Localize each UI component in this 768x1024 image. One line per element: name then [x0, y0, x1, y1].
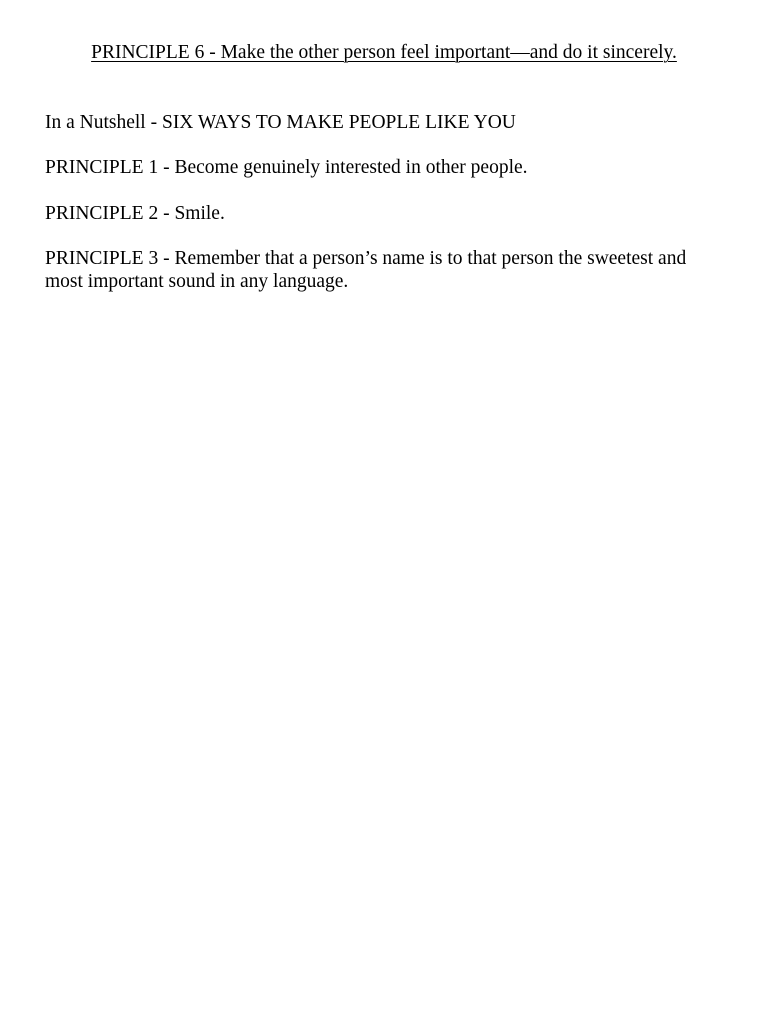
principle-6-heading: PRINCIPLE 6 - Make the other person feel important—and do it sincerely.	[91, 42, 677, 63]
nutshell-title: In a Nutshell - SIX WAYS TO MAKE PEOPLE LIKE YOU	[45, 112, 516, 133]
principle-3-text: PRINCIPLE 3 - Remember that a person’s name is to that person the sweetest and most important sound in any language.	[45, 248, 687, 292]
principle-1-text: PRINCIPLE 1 - Become genuinely interested in other people.	[45, 157, 528, 178]
principle-2-text: PRINCIPLE 2 - Smile.	[45, 203, 225, 224]
